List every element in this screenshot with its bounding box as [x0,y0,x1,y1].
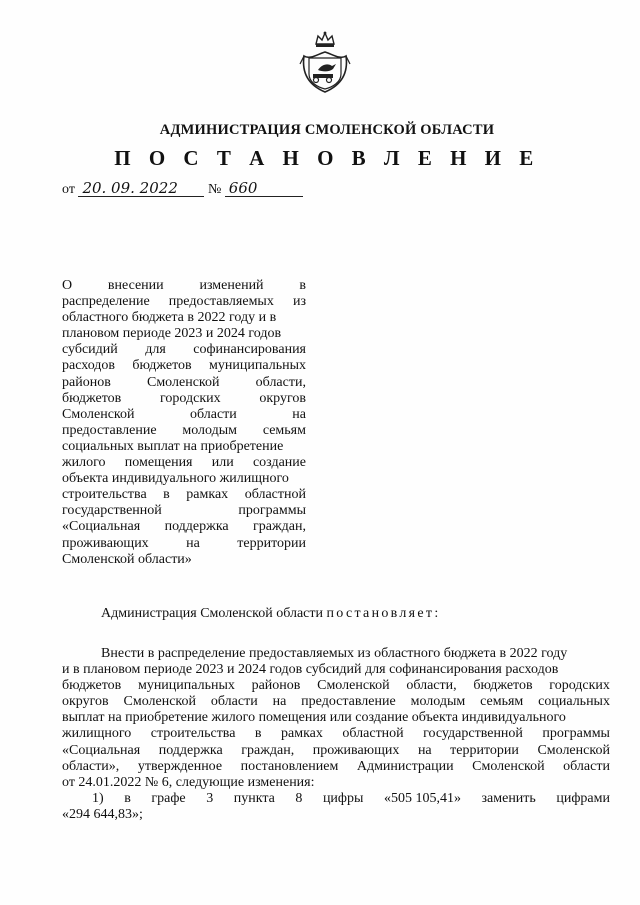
body-line [62,807,610,823]
subject-line [62,391,306,407]
body-word: поддержка [158,742,223,758]
body-word: выплат на приобретение жилого помещения или создание объекта индивидуального [62,710,566,726]
body-word: «Социальная [62,742,141,758]
body-word: Внести в распределение предоставляемых из областного бюджета в 2022 году [101,646,568,661]
body-line [62,759,610,775]
body-word: 1) [92,790,104,806]
body-word: на [417,742,432,758]
subject-word: муниципальных [209,358,306,374]
subject-line [62,423,306,439]
body-line [62,710,610,726]
subject-word: государственной [62,503,162,519]
subject-word: или [211,455,234,471]
subject-line [62,487,306,503]
subject-word: проживающих [62,535,149,551]
body-word: территории [450,742,519,758]
subject-word: для [145,342,166,358]
subject-word: городских [160,390,221,406]
body-word: Смоленской [472,758,545,774]
subject-line [62,375,306,391]
subject-line [62,310,306,326]
body-word: областной [342,726,404,742]
body-word: области», [62,758,120,774]
body-word: городских [549,678,610,694]
subject-line [62,503,306,519]
body-line [62,791,610,807]
subject-word: рамках [186,487,229,503]
body-word: районов [251,678,301,694]
subject-line [62,407,306,423]
subject-word: районов [62,374,111,390]
body-word: рамках [281,726,323,742]
body-word: Смоленской [537,742,610,758]
subject-word: поддержка [164,519,229,535]
subject-word: создание [252,455,306,471]
body-line [62,694,610,710]
subject-word: субсидий [62,342,118,358]
subject-word: программы [238,503,306,519]
body-word: области [210,694,258,710]
date-prefix: от [62,182,75,197]
body-word: на [272,694,287,710]
body-word: области, [406,678,457,694]
subject-word: изменений [199,278,264,293]
subject-word: распределение [62,294,150,310]
body-word: постановлением [240,758,339,774]
subject-line [62,439,306,455]
subject-word: области, [255,374,306,390]
subject-word: предоставление [62,422,157,438]
body-word: 3 [206,790,214,806]
subject-line [62,536,306,552]
number-prefix: № [207,182,222,197]
date-number-line [62,180,303,198]
body-word: проживающих [312,742,400,758]
body-word: области [563,758,610,774]
body-word: программы [542,726,610,742]
body-line [62,726,610,742]
preamble-spaced-word: постановляет: [326,606,441,621]
body-word: «505 105,41» [383,790,461,806]
body-word: муниципальных [137,678,235,694]
subject-word: расходов [62,358,116,374]
body-word: бюджетов [473,678,533,694]
coat-of-arms-emblem [296,30,354,96]
body-word: Смоленской [123,694,197,710]
handwritten-number: 660 [225,180,303,197]
preamble-text: Администрация Смоленской области [101,606,324,621]
subject-word: в [299,278,306,293]
subject-line [62,455,306,471]
subject-word: предоставляемых [168,294,274,310]
subject-line [62,471,306,487]
body-word: цифрами [556,790,610,806]
body-word: социальных [538,694,610,710]
subject-word: Смоленской области» [62,551,192,567]
subject-word: на [292,406,306,422]
body-word: «294 644,83»; [62,806,143,822]
subject-word: на [186,535,200,551]
subject-word: территории [237,535,306,551]
body-word: пункта [233,790,275,806]
subject-line [62,358,306,374]
body-word: молодым [410,694,466,710]
subject-line [62,278,306,294]
organization-title: АДМИНИСТРАЦИЯ СМОЛЕНСКОЙ ОБЛАСТИ [159,122,495,138]
subject-line [62,342,306,358]
body-word: от 24.01.2022 № 6, следующие изменения: [62,774,315,790]
body-line [62,646,610,662]
subject-word: объекта индивидуального жилищного [62,471,289,487]
subject-word: бюджетов [132,358,192,374]
subject-word: жилого [62,455,106,471]
body-word: в [254,726,262,742]
body-line [62,743,610,759]
subject-word: граждан, [253,519,306,535]
body-word: округов [62,694,109,710]
subject-line [62,552,306,568]
subject-word: из [292,294,306,310]
subject-word: О [62,278,73,293]
document-type-title: П О С Т А Н О В Л Е Н И Е [114,146,540,170]
subject-word: социальных выплат на приобретение [62,438,284,454]
subject-word: Смоленской [62,406,135,422]
body-word: бюджетов [62,678,122,694]
body-word: графе [151,790,186,806]
body-word: утвержденное [137,758,223,774]
body-word: семьям [480,694,524,710]
subject-word: бюджетов [62,390,122,406]
body-word: государственной [423,726,523,742]
preamble-line [101,606,441,622]
subject-word: округов [259,390,306,406]
subject-line [62,294,306,310]
subject-word: семьям [262,422,306,438]
body-word: в [124,790,131,806]
subject-word: молодым [182,422,238,438]
body-paragraph [62,646,610,823]
subject-word: области [189,406,237,422]
body-word: жилищного [62,726,132,742]
subject-block [62,278,306,568]
subject-word: областного бюджета в 2022 году и в [62,310,277,326]
body-line [62,775,610,791]
subject-line [62,519,306,535]
body-line [62,662,610,678]
body-word: и в плановом периоде 2023 и 2024 годов субсидий для софинансирования расходов [62,662,559,678]
body-word: Смоленской [317,678,390,694]
subject-word: «Социальная [62,519,141,535]
subject-word: Смоленской [146,374,220,390]
subject-word: в [163,487,170,503]
subject-line [62,326,306,342]
body-word: граждан, [241,742,295,758]
subject-word: плановом периоде 2023 и 2024 годов [62,326,282,342]
body-word: Администрации [356,758,454,774]
body-word: 8 [295,790,303,806]
subject-word: внесении [107,278,164,293]
subject-word: строительства [62,487,147,503]
body-line [62,678,610,694]
body-word: цифры [322,790,364,806]
handwritten-date: 20. 09. 2022 [78,180,204,197]
body-word: строительства [150,726,236,742]
body-word: заменить [481,790,536,806]
subject-word: областной [244,487,306,503]
body-word: предоставление [301,694,396,710]
subject-word: помещения [124,455,193,471]
subject-word: софинансирования [193,342,306,358]
